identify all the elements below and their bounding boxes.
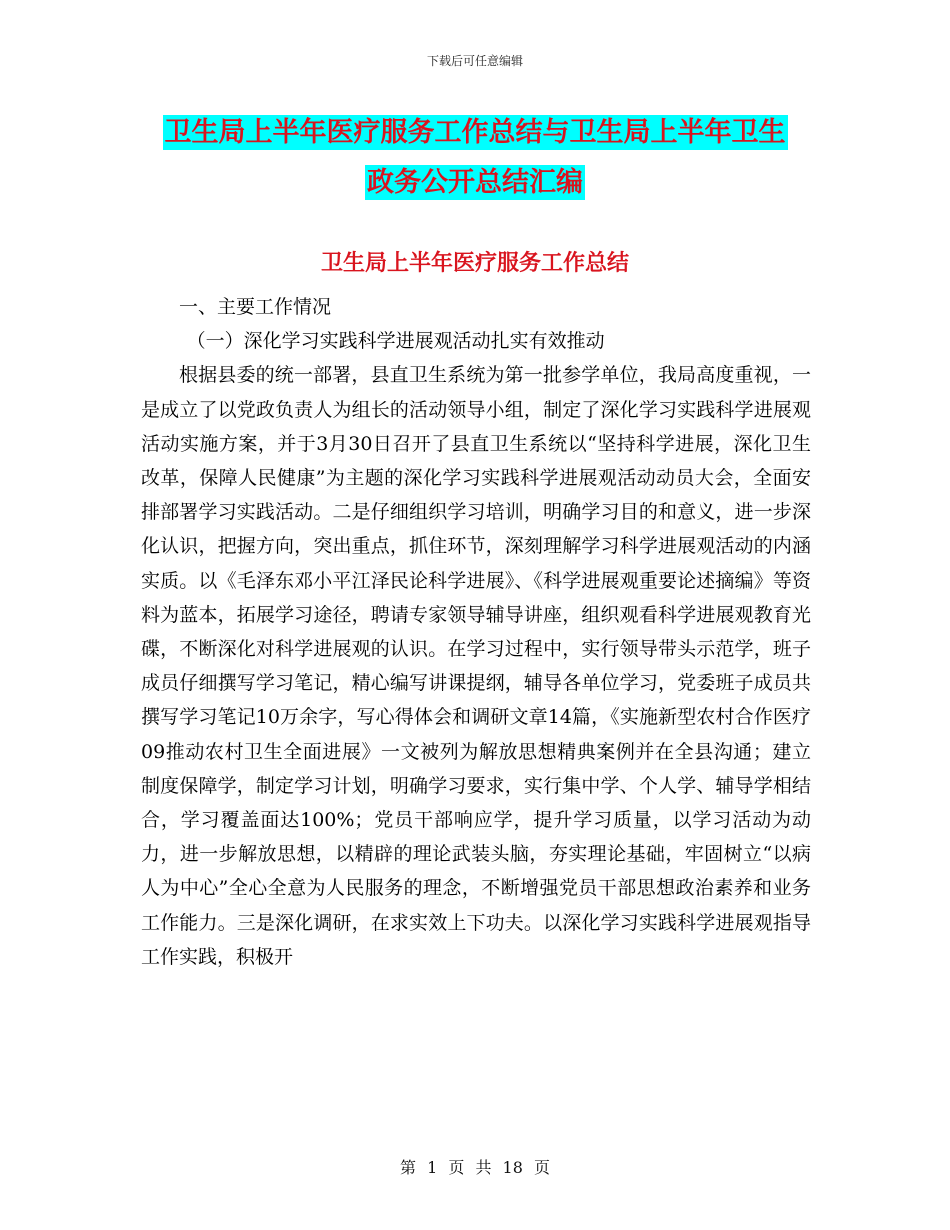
title-line-1: 卫生局上半年医疗服务工作总结与卫生局上半年卫生 [164,117,786,148]
section-title: 卫生局上半年医疗服务工作总结 [320,251,629,276]
heading-level-2: （一）深化学习实践科学进展观活动扎实有效推动 [186,330,605,353]
document-title [120,108,830,208]
document-body [141,290,811,974]
title-line-2: 政务公开总结汇编 [367,167,583,198]
page-number-footer: 第 1 页 共 18 页 [400,1158,550,1177]
heading-level-1: 一、主要工作情况 [179,296,332,318]
header-note: 下载后可任意编辑 [426,54,523,68]
body-paragraph: 根据县委的统一部署，县直卫生系统为第一批参学单位，我局高度重视，一是成立了以党政负责人为组长的活动领导小组，制定了深化学习实践科学进展观活动实施方案，并于3月30日召开了县直卫生系统以“坚持科学进展，深化卫生改革，保障人民健康”为主题的深化学习实践科学进展观活动动员大会，全面安排部署学习实践活动。二是仔细组织学习培训，明确学习目的和意义，进一步深化认识，把握方向，突出重点，抓住环节，深刻理解学习科学进展观活动的内涵实质。以《毛泽东邓小平江泽民论科学进展》、《科学进展观重要论述摘编》等资料为蓝本，拓展学习途径，聘请专家领导辅导讲座，组织观看科学进展观教育光碟，不断深化对科学进展观的认识。在学习过程中，实行领导带头示范学，班子成员仔细撰写学习笔记，精心编写讲课提纲，辅导各单位学习，党委班子成员共撰写学习笔记10万余字，写心得体会和调研文章14篇，《实施新型农村合作医疗09推动农村卫生全面进展》一文被列为解放思想精典案例并在全县沟通；建立制度保障学，制定学习计划，明确学习要求，实行集中学、个人学、辅导学相结合，学习覆盖面达100%；党员干部响应学，提升学习质量，以学习活动为动力，进一步解放思想，以精辟的理论武装头脑，夯实理论基础，牢固树立“以病人为中心”全心全意为人民服务的理念，不断增强党员干部思想政治素养和业务工作能力。三是深化调研，在求实效上下功夫。以深化学习实践科学进展观指导工作实践，积极开 [141,364,811,968]
